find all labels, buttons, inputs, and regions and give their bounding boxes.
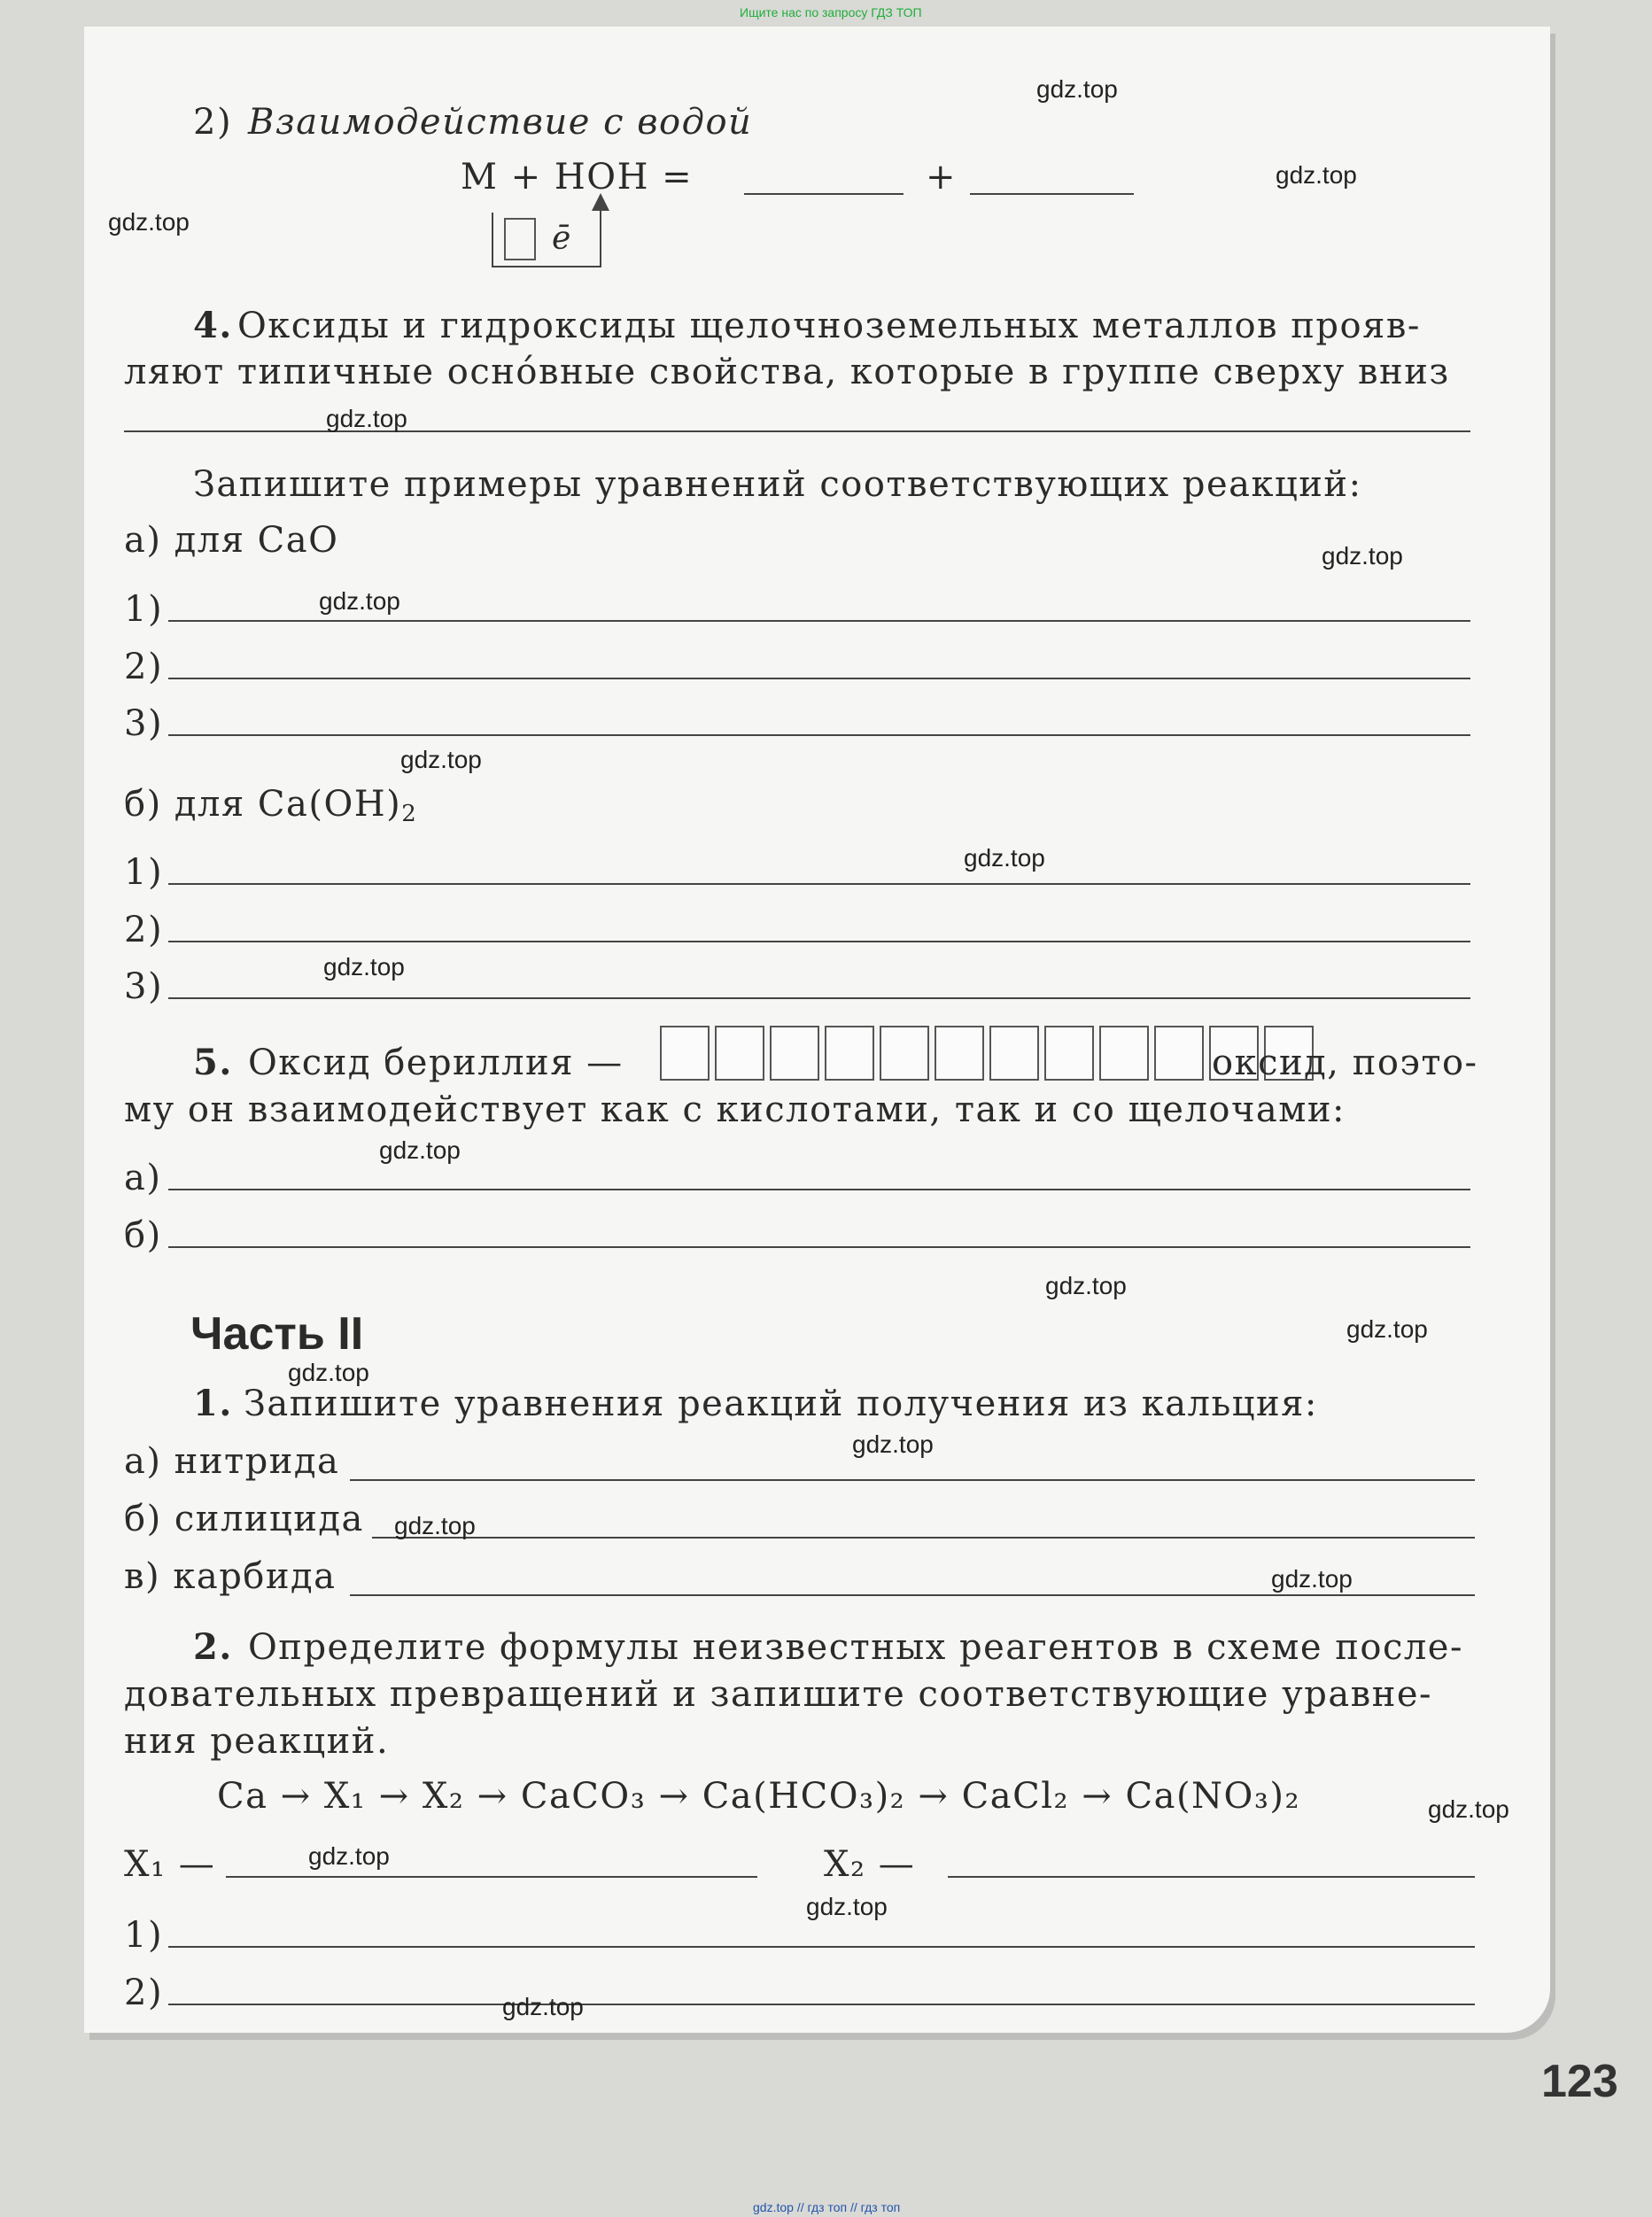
letter-box[interactable] [825, 1026, 874, 1081]
arrow-right-icon: → [658, 1776, 702, 1817]
part2-c-line[interactable] [350, 1594, 1475, 1596]
watermark: gdz.top [1036, 75, 1118, 103]
x1-line[interactable] [226, 1876, 757, 1878]
watermark: gdz.top [326, 405, 407, 432]
watermark: gdz.top [1322, 542, 1403, 570]
q5-text1-end: оксид, поэто- [1212, 1043, 1478, 1083]
watermark: gdz.top [1428, 1795, 1509, 1823]
bottom-links[interactable]: gdz.top // гдз топ // гдз топ [753, 2200, 901, 2214]
q4-a-line-2[interactable] [168, 678, 1470, 679]
scheme-x1: X₁ [323, 1776, 367, 1817]
letter-box[interactable] [989, 1026, 1039, 1081]
arrow-right-icon: → [378, 1776, 423, 1817]
arrow-right-icon: → [280, 1776, 324, 1817]
x2-label: X₂ — [824, 1844, 916, 1885]
watermark: gdz.top [308, 1842, 390, 1870]
part2-eq-2: 2) [124, 1973, 164, 2013]
watermark: gdz.top [502, 1993, 584, 2020]
watermark: gdz.top [1346, 1315, 1428, 1343]
q4-b-1: 1) [124, 852, 164, 893]
letter-box[interactable] [1044, 1026, 1094, 1081]
watermark: gdz.top [288, 1359, 369, 1386]
part2-eq-line-2[interactable] [168, 2004, 1475, 2005]
q4-b-3: 3) [124, 966, 164, 1007]
watermark: gdz.top [379, 1136, 461, 1164]
q4-line1: Оксиды и гидроксиды щелочноземельных металлов прояв- [237, 306, 1421, 346]
arrow-right-icon: → [1082, 1776, 1126, 1817]
letter-box[interactable] [770, 1026, 819, 1081]
q4-b-line-1[interactable] [168, 883, 1470, 885]
letter-box[interactable] [1154, 1026, 1204, 1081]
top-link[interactable]: Ищите нас по запросу ГДЗ ТОП [740, 5, 922, 19]
sec2-answer-line-1[interactable] [744, 193, 904, 195]
watermark: gdz.top [852, 1430, 934, 1458]
q4-a-2: 2) [124, 647, 164, 687]
arrow-right-icon: → [477, 1776, 521, 1817]
x1-label: X₁ — [124, 1844, 216, 1885]
part2-q1-text: Запишите уравнения реакций получения из кальция: [244, 1384, 1318, 1424]
sec2-equation: M + HOH = [461, 157, 694, 198]
page-number: 123 [1541, 2056, 1618, 2107]
q5-a: а) [124, 1158, 162, 1198]
watermark: gdz.top [394, 1512, 476, 1539]
part2-eq-line-1[interactable] [168, 1946, 1475, 1948]
q4-b-line-2[interactable] [168, 941, 1470, 942]
part2-q2-number: 2. [193, 1626, 233, 1668]
part2-a: а) нитрида [124, 1441, 340, 1482]
part2-q2-line1: Определите формулы неизвестных реагентов в схеме после- [248, 1627, 1463, 1668]
q4-a-3: 3) [124, 703, 164, 744]
watermark: gdz.top [319, 587, 400, 615]
letter-box[interactable] [1099, 1026, 1149, 1081]
electron-scheme [492, 202, 602, 273]
x2-line[interactable] [948, 1876, 1475, 1878]
part2-eq-1: 1) [124, 1915, 164, 1956]
watermark: gdz.top [806, 1893, 888, 1920]
q5-b-line[interactable] [168, 1246, 1470, 1248]
q4-b-2: 2) [124, 910, 164, 950]
q4-a-line-3[interactable] [168, 734, 1470, 736]
watermark: gdz.top [323, 953, 405, 981]
watermark: gdz.top [108, 208, 190, 236]
scheme-x2: X₂ [422, 1776, 465, 1817]
watermark: gdz.top [400, 746, 482, 773]
part2-b-line[interactable] [372, 1537, 1475, 1539]
scheme-cano3: Ca(NO₃)₂ [1125, 1776, 1301, 1817]
sec2-plus: + [926, 157, 958, 198]
scheme-cacl2: CaCl₂ [961, 1776, 1070, 1817]
scheme-ca: Ca [217, 1776, 268, 1817]
part2-q2-line2: довательных превращений и запишите соответствующие уравне- [124, 1674, 1433, 1715]
electron-symbol: ē [552, 221, 572, 257]
q4-a-1: 1) [124, 589, 164, 630]
part2-q1-number: 1. [193, 1383, 233, 1424]
q4-a-line-1[interactable] [168, 620, 1470, 622]
q5-b: б) [124, 1215, 162, 1256]
q5-line2: му он взаимодействует как с кислотами, так и со щелочами: [124, 1089, 1346, 1130]
q5-number: 5. [193, 1042, 233, 1083]
q5-a-line[interactable] [168, 1189, 1470, 1190]
part2-heading: Часть II [190, 1308, 364, 1360]
q4-b-label: б) для $Ca(OH)_2$ [124, 784, 418, 827]
letter-box[interactable] [880, 1026, 929, 1081]
scheme-caco3: CaCO₃ [520, 1776, 647, 1817]
watermark: gdz.top [1045, 1272, 1127, 1299]
letter-box[interactable] [660, 1026, 710, 1081]
part2-a-line[interactable] [350, 1479, 1475, 1481]
sec2-answer-line-2[interactable] [970, 193, 1134, 195]
q4-number: 4. [193, 305, 233, 346]
q5-text1: Оксид бериллия — [248, 1043, 624, 1083]
sec2-title: Взаимодействие с водой [248, 102, 753, 143]
scheme-cahco3: Ca(HCO₃)₂ [702, 1776, 906, 1817]
arrow-up-icon [592, 193, 609, 211]
q4-b-line-3[interactable] [168, 997, 1470, 999]
q4-a-label: а) для CaO [124, 520, 339, 561]
letter-box[interactable] [715, 1026, 764, 1081]
part2-b: б) силицида [124, 1499, 364, 1539]
arrow-right-icon: → [918, 1776, 962, 1817]
watermark: gdz.top [964, 844, 1045, 872]
electron-box[interactable] [504, 218, 536, 260]
watermark: gdz.top [1271, 1565, 1353, 1593]
watermark: gdz.top [1276, 161, 1357, 189]
sec2-label: 2) [193, 102, 233, 143]
reaction-scheme [217, 1776, 1301, 1817]
part2-q2-line3: ния реакций. [124, 1721, 390, 1762]
letter-box[interactable] [935, 1026, 984, 1081]
q4-prompt: Запишите примеры уравнений соответствующих реакций: [193, 464, 1362, 505]
part2-c: в) карбида [124, 1556, 337, 1597]
q4-line2: ляют типичные осно́вные свойства, которые в группе сверху вниз [124, 352, 1450, 392]
